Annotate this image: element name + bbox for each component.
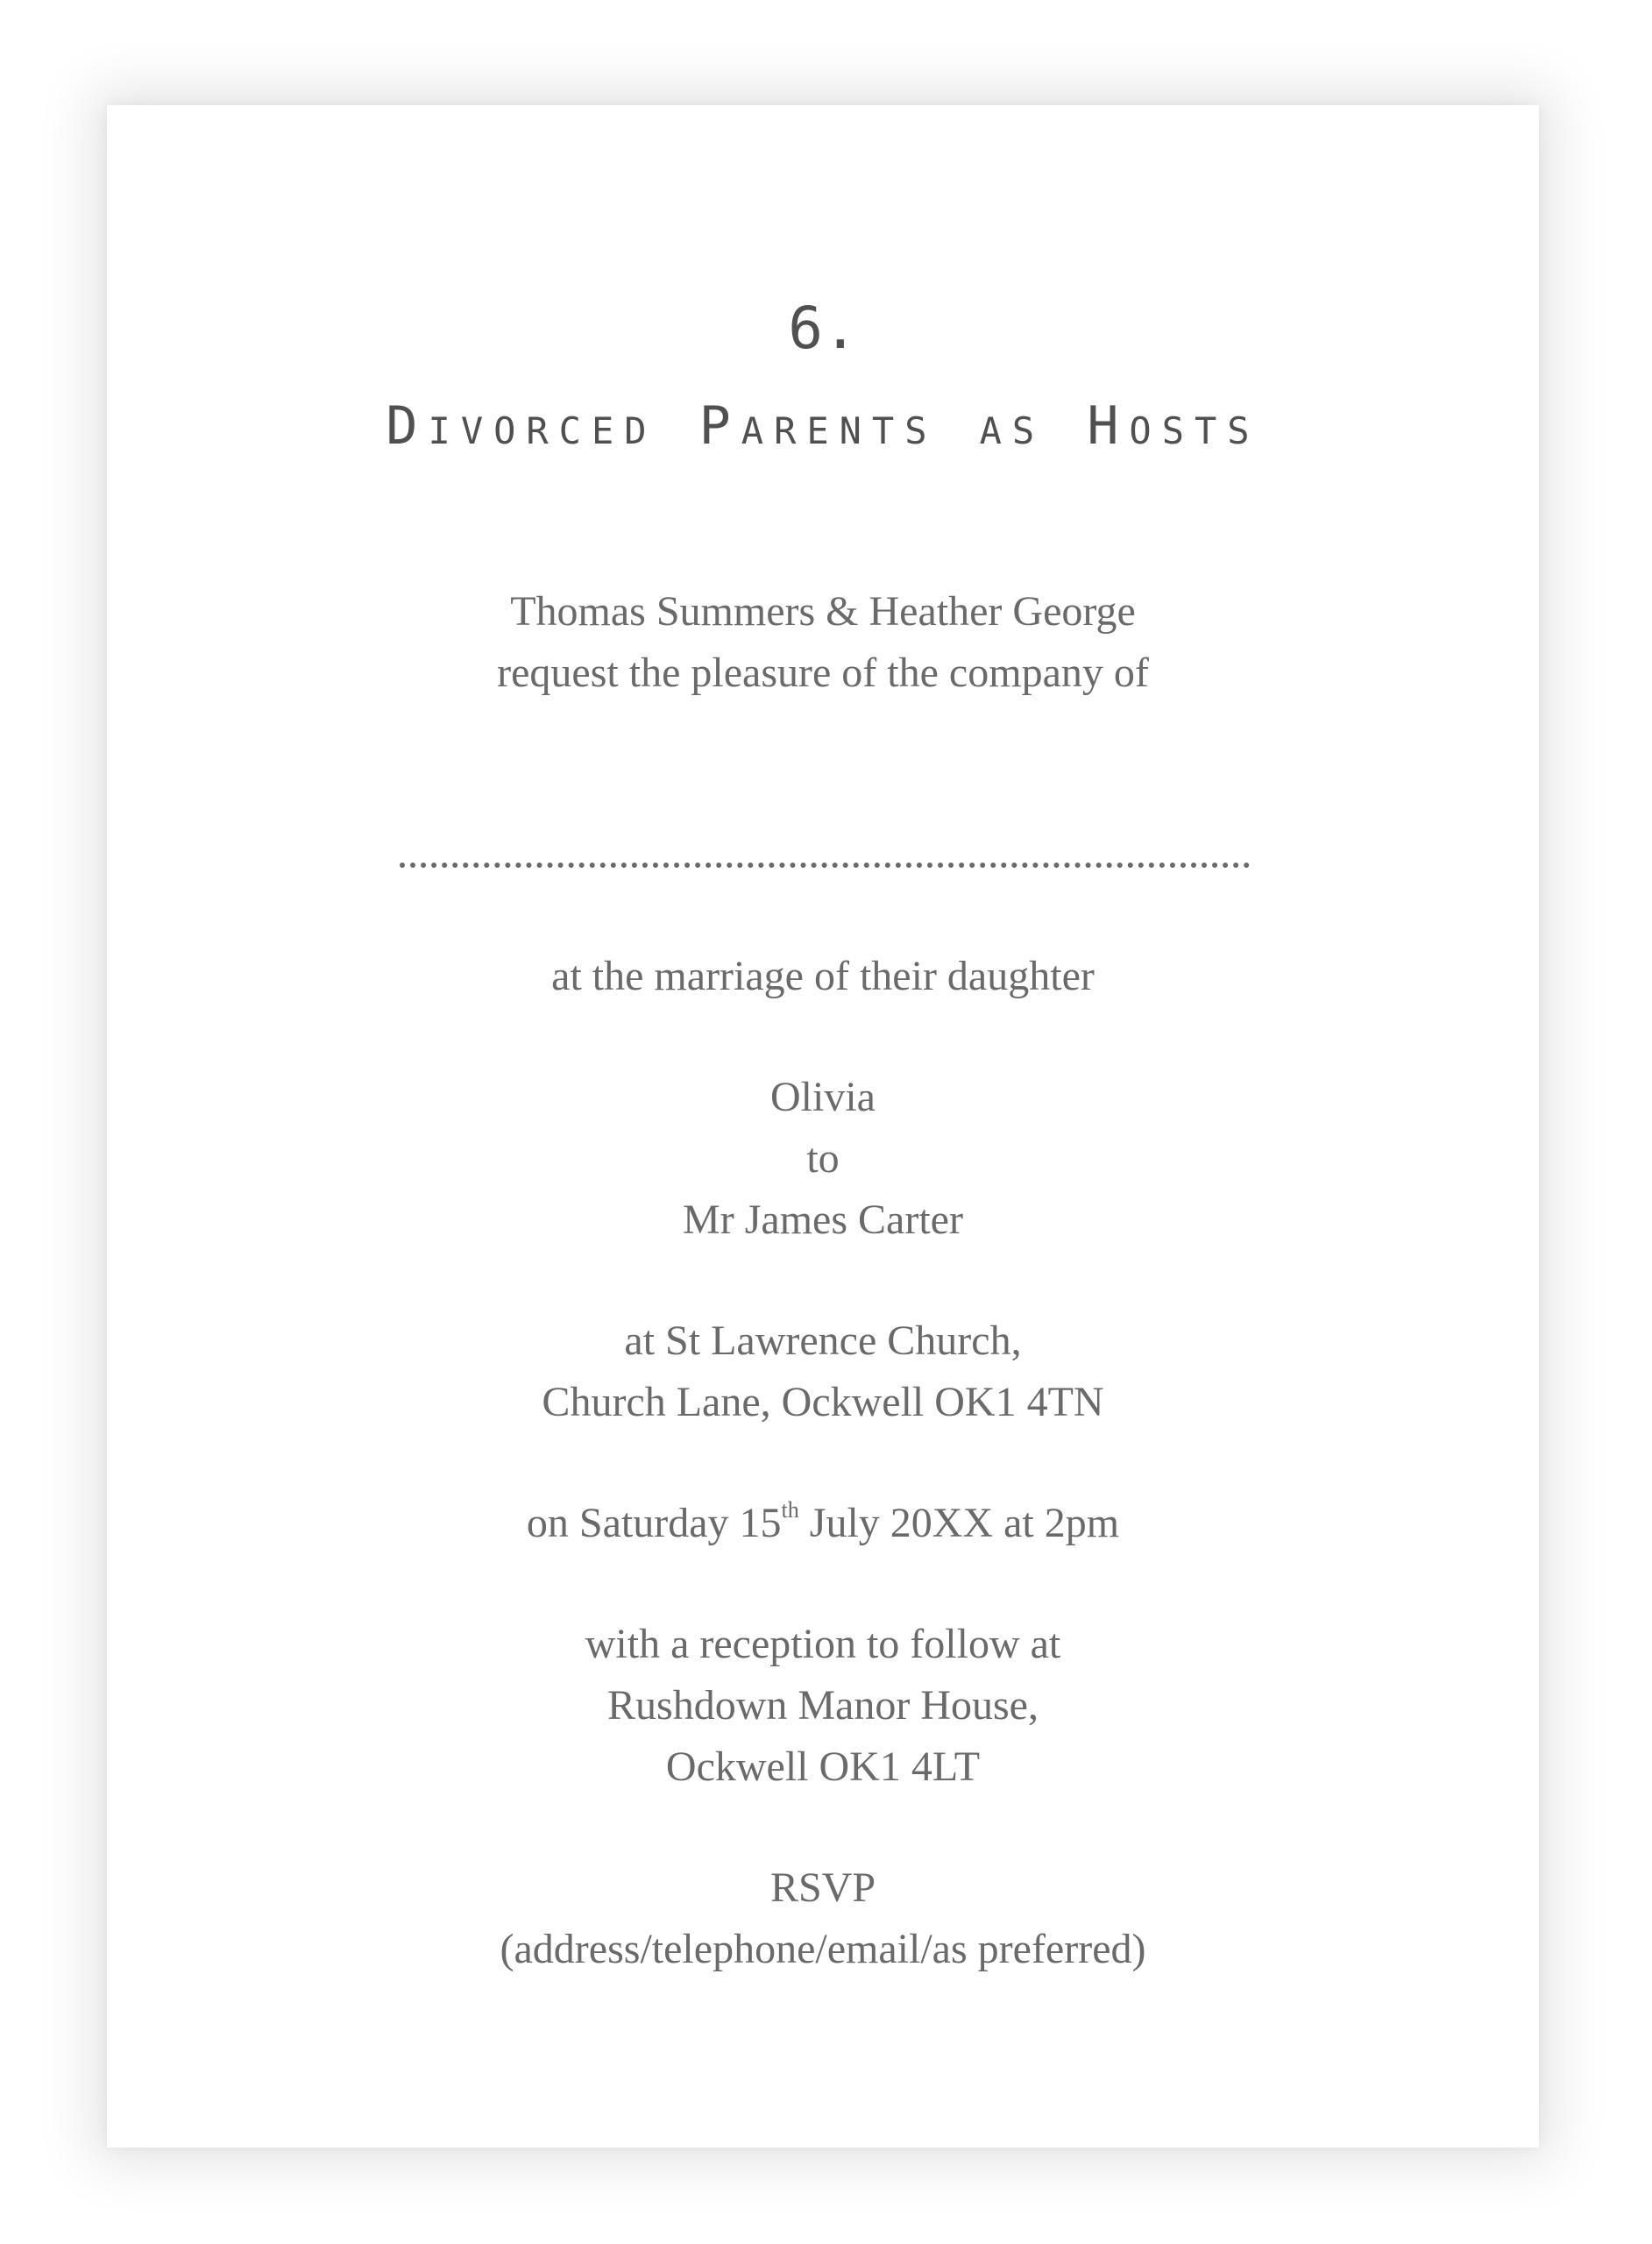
- rsvp-detail: (address/telephone/email/as preferred): [500, 1926, 1146, 1972]
- venue-line-1: at St Lawrence Church,: [624, 1317, 1022, 1364]
- to-line: to: [806, 1135, 840, 1182]
- date-prefix: on Saturday 15: [526, 1500, 782, 1546]
- section-title: Divorced Parents as Hosts: [386, 395, 1260, 457]
- reception-line-3: Ockwell OK1 4LT: [665, 1743, 981, 1790]
- reception-line-2: Rushdown Manor House,: [607, 1682, 1039, 1729]
- groom-name: Mr James Carter: [683, 1197, 963, 1243]
- venue-line-2: Church Lane, Ockwell OK1 4TN: [542, 1379, 1104, 1425]
- hosts-line: Thomas Summers & Heather George: [510, 588, 1136, 635]
- request-line: request the pleasure of the company of: [497, 650, 1149, 696]
- date-ordinal: th: [781, 1497, 799, 1523]
- reception-line-1: with a reception to follow at: [585, 1621, 1061, 1667]
- date-line: [107, 1497, 1539, 1546]
- guest-name-dotted-line: [400, 863, 1250, 868]
- marriage-line: at the marriage of their daughter: [551, 953, 1095, 999]
- invitation-card: [107, 105, 1539, 2148]
- bride-name: Olivia: [770, 1074, 876, 1120]
- date-rest: July 20XX at 2pm: [798, 1500, 1120, 1546]
- rsvp-heading: RSVP: [769, 1864, 876, 1911]
- section-number: 6.: [788, 295, 858, 362]
